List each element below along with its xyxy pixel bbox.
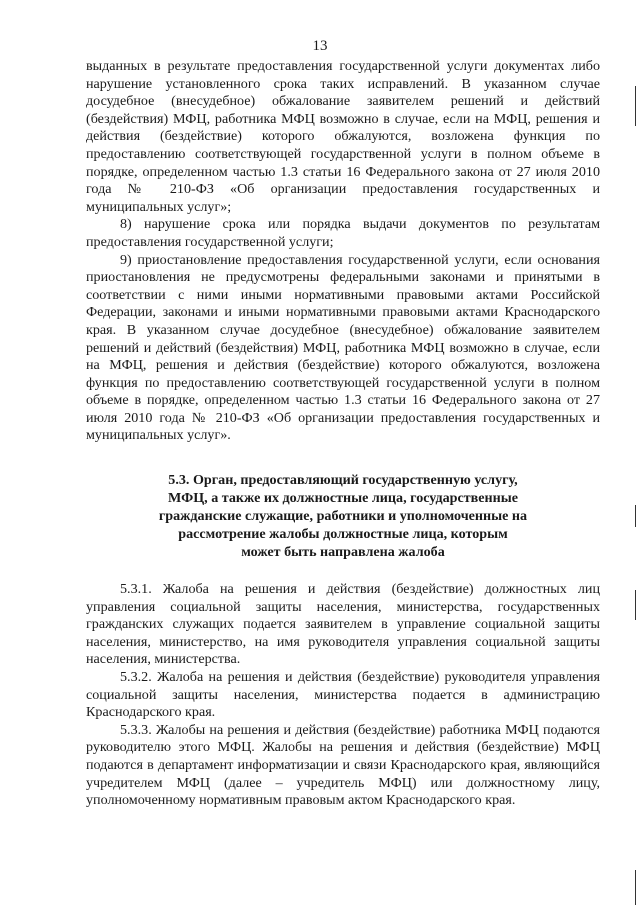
scan-edge-mark [635, 86, 636, 126]
paragraph-continuation: выданных в результате предоставления государственной услуги документах либо нарушение установленного срока таких исправлений. В указанном случае досудебное (внесудебное) обжалование заявителем решений и действий (бездействия) МФЦ, работника МФЦ возможно в случае, если на МФЦ, решения и действия (бездействие) которого обжалуются, возложена функция по предоставлению соответствующей государственной услуги в полном объеме в порядке, определенном частью 1.3 статьи 16 Федерального закона от 27 июля 2010 года № 210-ФЗ «Об организации предоставления государственных и муниципальных услуг»; [86, 58, 600, 215]
scan-edge-mark [635, 505, 636, 527]
paragraph-5-3-2: 5.3.2. Жалоба на решения и действия (бездействие) руководителя управления социальной защиты населения, министерства подается в администрацию Краснодарского края. [86, 669, 600, 721]
heading-line: рассмотрение жалобы должностные лица, которым [178, 526, 508, 543]
page-number: 13 [312, 38, 328, 54]
heading-line: МФЦ, а также их должностные лица, государственные [167, 490, 519, 507]
paragraph-5-3-3: 5.3.3. Жалобы на решения и действия (бездействие) работника МФЦ подаются руководителю этого МФЦ. Жалобы на решения и действия (бездействие) МФЦ подаются в департамент информатизации и связи Краснодарского края, являющийся учредителем МФЦ (далее – учредитель МФЦ) или должностному лицу, уполномоченному нормативным правовым актом Краснодарского края. [86, 721, 600, 809]
page-content [86, 58, 600, 810]
heading-line: гражданские служащие, работники и уполномоченные на [158, 508, 528, 525]
scan-edge-mark [635, 590, 636, 620]
paragraph-item-8: 8) нарушение срока или порядка выдачи документов по результатам предоставления государственной услуги; [86, 216, 600, 250]
paragraph-5-3-1: 5.3.1. Жалоба на решения и действия (бездействие) должностных лиц управления социальной защиты населения, министерства, государственных гражданских служащих подается заявителем в управление социальной защиты населения, министерство, на имя руководителя управления социальной защиты населения, министерства. [86, 581, 600, 668]
scan-edge-mark [635, 870, 636, 905]
heading-line: 5.3. Орган, предоставляющий государственную услугу, [168, 472, 518, 489]
section-heading-5-3 [86, 471, 600, 561]
heading-line: может быть направлена жалоба [241, 544, 445, 561]
paragraph-item-9: 9) приостановление предоставления государственной услуги, если основания приостановления не предусмотрены федеральными законами и принятыми в соответствии с ними иными нормативными правовыми актами Российской Федерации, законами и иными нормативными правовыми актами Краснодарского края. В указанном случае досудебное (внесудебное) обжалование заявителем решений и действий (бездействия) МФЦ, работника МФЦ возможно в случае, если на МФЦ, решения и действия (бездействие) которого обжалуются, возложена функция по предоставлению соответствующей государственной услуги в полном объеме в порядке, определенном частью 1.3 статьи 16 Федерального закона от 27 июля 2010 года № 210-ФЗ «Об организации предоставления государственных и муниципальных услуг». [86, 251, 600, 444]
